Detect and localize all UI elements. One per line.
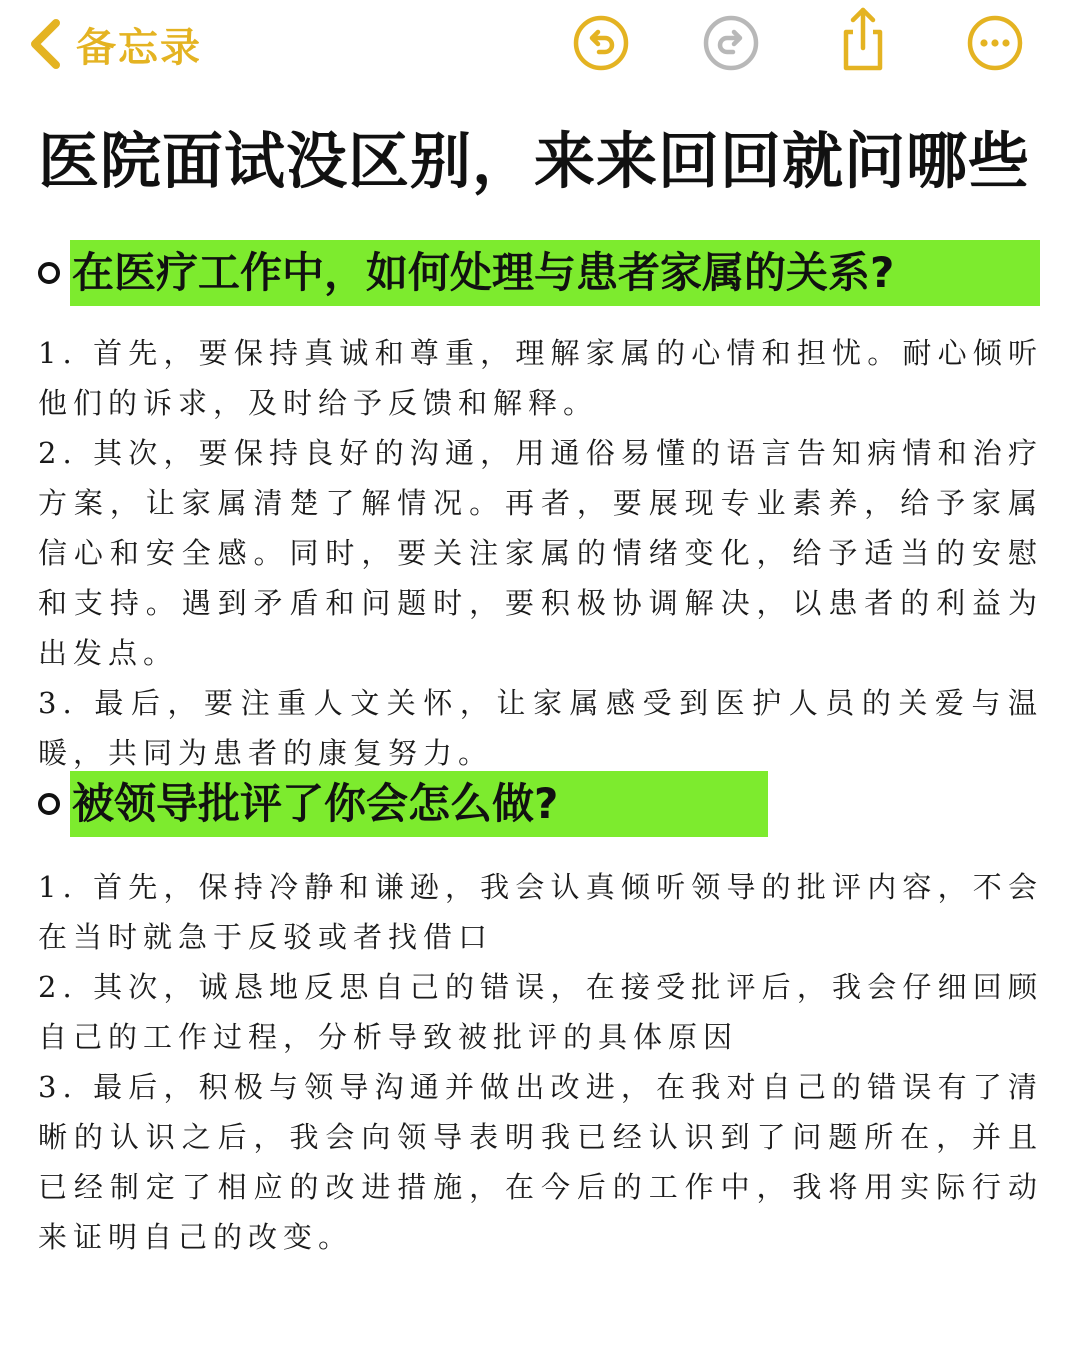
section-heading-2 bbox=[38, 771, 768, 837]
paragraph: 2. 其次，要保持良好的沟通，用通俗易懂的语言告知病情和治疗方案，让家属清楚了解情况。再者，要展现专业素养，给予家属信心和安全感。同时，要关注家属的情绪变化，给予适当的安慰和支持。遇到矛盾和问题时，要积极协调解决，以患者的利益为出发点。 bbox=[38, 436, 1043, 670]
more-icon bbox=[966, 14, 1024, 72]
bullet-icon bbox=[38, 262, 60, 284]
chevron-left-icon bbox=[28, 18, 62, 70]
share-icon bbox=[834, 6, 892, 72]
navigation-bar bbox=[0, 0, 1080, 90]
undo-icon bbox=[572, 14, 630, 72]
heading-text: 被领导批评了你会怎么做? bbox=[70, 771, 768, 837]
paragraph: 1. 首先，要保持真诚和尊重，理解家属的心情和担忧。耐心倾听他们的诉求，及时给予反馈和解释。 bbox=[38, 336, 1043, 420]
more-button[interactable] bbox=[966, 14, 1024, 72]
section-heading-1 bbox=[38, 240, 1040, 306]
redo-button[interactable] bbox=[702, 14, 760, 72]
section-body-2[interactable] bbox=[38, 862, 1043, 1262]
back-label: 备忘录 bbox=[76, 24, 202, 71]
redo-icon bbox=[702, 14, 760, 72]
paragraph: 3. 最后，积极与领导沟通并做出改进，在我对自己的错误有了清晰的认识之后，我会向领导表明我已经认识到了问题所在，并且已经制定了相应的改进措施，在今后的工作中，我将用实际行动来证明自己的改变。 bbox=[38, 1070, 1043, 1254]
paragraph: 3. 最后，要注重人文关怀，让家属感受到医护人员的关爱与温暖，共同为患者的康复努力。 bbox=[38, 686, 1043, 770]
note-title: 医院面试没区别，来来回回就问哪些 bbox=[38, 126, 1031, 197]
paragraph: 2. 其次，诚恳地反思自己的错误，在接受批评后，我会仔细回顾自己的工作过程，分析导致被批评的具体原因 bbox=[38, 970, 1043, 1054]
section-body-1[interactable] bbox=[38, 328, 1043, 778]
undo-button[interactable] bbox=[572, 14, 630, 72]
bullet-icon bbox=[38, 793, 60, 815]
paragraph: 1. 首先，保持冷静和谦逊，我会认真倾听领导的批评内容，不会在当时就急于反驳或者找借口 bbox=[38, 870, 1043, 954]
back-button[interactable] bbox=[28, 14, 202, 74]
heading-text: 在医疗工作中，如何处理与患者家属的关系? bbox=[70, 240, 1040, 306]
share-button[interactable] bbox=[834, 6, 892, 72]
